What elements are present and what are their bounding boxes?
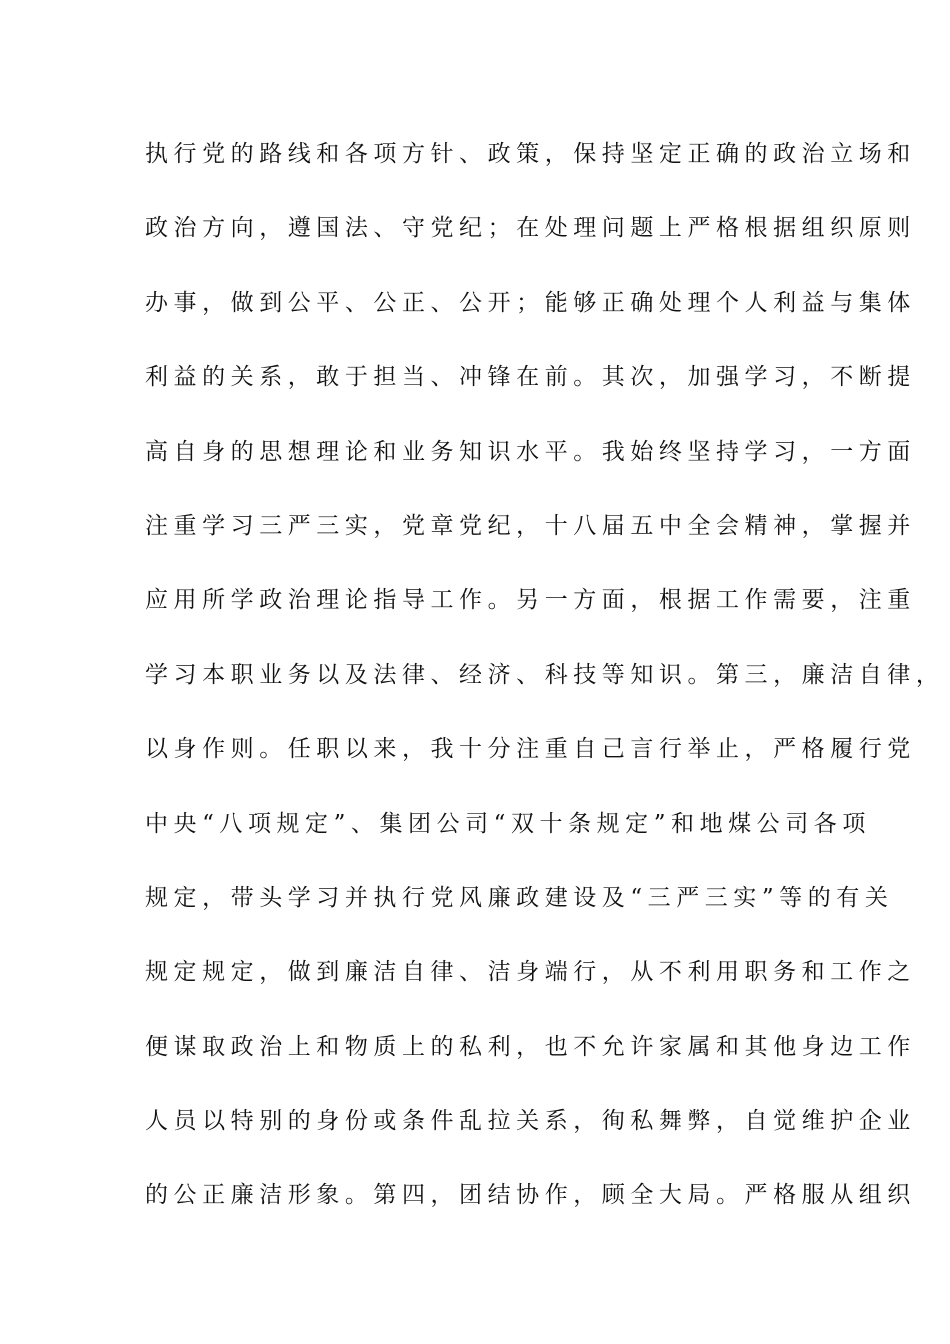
text-line: 利益的关系，敢于担当、冲锋在前。其次，加强学习，不断提: [145, 364, 916, 391]
text-line: 的公正廉洁形象。第四，团结协作，顾全大局。严格服从组织: [145, 1182, 916, 1209]
text-line: 办事，做到公平、公正、公开；能够正确处理个人利益与集体: [145, 289, 916, 316]
text-line: 高自身的思想理论和业务知识水平。我始终坚持学习，一方面: [145, 438, 916, 465]
body-text: [145, 131, 945, 1247]
text-line: 执行党的路线和各项方针、政策，保持坚定正确的政治立场和: [145, 141, 916, 167]
text-line: 中央“八项规定”、集团公司“双十条规定”和地煤公司各项: [145, 810, 871, 837]
text-line: 注重学习三严三实，党章党纪，十八届五中全会精神，掌握并: [145, 512, 916, 539]
text-line: 人员以特别的身份或条件乱拉关系，徇私舞弊，自觉维护企业: [145, 1108, 916, 1135]
text-line: 政治方向，遵国法、守党纪；在处理问题上严格根据组织原则: [145, 215, 916, 242]
text-line: 应用所学政治理论指导工作。另一方面，根据工作需要，注重: [145, 587, 916, 614]
text-line: 便谋取政治上和物质上的私利，也不允许家属和其他身边工作: [145, 1033, 916, 1060]
text-line: 以身作则。任职以来，我十分注重自己言行举止，严格履行党: [145, 736, 916, 763]
text-line: 学习本职业务以及法律、经济、科技等知识。第三，廉洁自律，: [145, 661, 945, 688]
text-line: 规定规定，做到廉洁自律、洁身端行，从不利用职务和工作之: [145, 959, 916, 986]
text-line: 规定，带头学习并执行党风廉政建设及“三严三实”等的有关: [145, 884, 894, 911]
